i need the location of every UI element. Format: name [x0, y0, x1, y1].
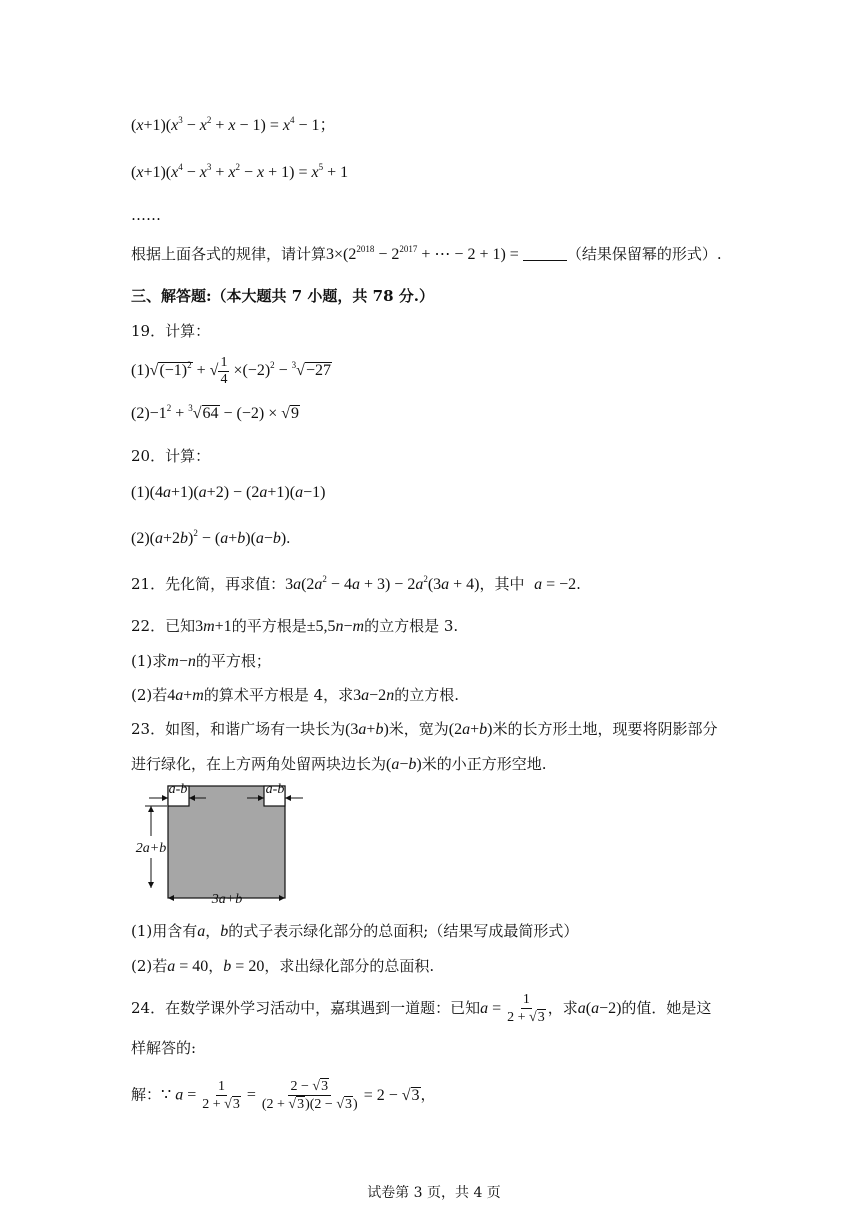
arrowhead [148, 806, 154, 812]
q19-part-1: $(1)√(-1)^2$ + √ $\frac{1}{4}$ $\times(-2)^2 - ^3√-27$ [131, 355, 331, 387]
arrowhead [148, 882, 154, 888]
q20-part-2: $(2)(a+2b)^2 - (a+b)(a-b)$. [131, 528, 291, 547]
fraction: $\frac{1}{2 + √3}$ [507, 992, 545, 1025]
q23-part-1: (1)用含有a，b的式子表示绿化部分的总面积;（结果写成最简形式） [131, 922, 579, 940]
side-label: 2a+b [135, 841, 167, 856]
ellipsis-text: …… [131, 206, 161, 224]
arrowhead [285, 795, 291, 801]
q24-text-2: 样解答的: [131, 1039, 197, 1057]
q24-text-1: 24．在数学课外学习活动中，嘉琪遇到一道题：已知a = $\frac{1}{2 + √3}$ ，求a(a−2)的值．她是这 [131, 992, 712, 1025]
pattern-question-prefix: 根据上面各式的规律，请计算 [131, 245, 327, 263]
q20-part-1: (1)(4a+1)(a+2) − (2a+1)(a−1) [131, 484, 326, 501]
section-heading: 三、解答题:（本大题共 7 小题，共 78 分.） [131, 287, 434, 305]
fraction: $\frac{1}{4}$ [220, 355, 228, 387]
fraction: $\frac{2 - √3}{(2 + √3)(2 - √3)}$ [261, 1079, 358, 1112]
identity-line-1: $(x+1)(x^3 - x^2 + x - 1) = x^4 - 1$； [131, 115, 336, 134]
q23-text-2: 进行绿化，在上方两角处留两块边长为(a−b)米的小正方形空地. [131, 755, 547, 773]
q22-part-1: (1)求m−n的平方根； [131, 652, 271, 670]
pattern-question-suffix: （结果保留幂的形式）. [566, 245, 722, 263]
land-diagram [131, 778, 311, 910]
q19-part-2: $(2)-1^2 + ^3√64 - (-2) \times √9$ [131, 403, 300, 422]
identity-line-2: $(x+1)(x^4 - x^3 + x^2 - x + 1) = x^5 + 1$ [131, 162, 349, 181]
page-footer: 试卷第 3 页，共 4 页 [367, 1185, 501, 1201]
q20-title: 20．计算： [131, 447, 211, 465]
top-label-right: a-b [265, 782, 285, 797]
q21-text: 21．先化简，再求值：$3a(2a^2 - 4a + 3) - 2a^2(3a + 4)$，其中 a = −2. [131, 574, 581, 593]
bottom-label: 3a+b [211, 892, 243, 907]
arrowhead [162, 795, 168, 801]
q23-text-1: 23．如图，和谐广场有一块长为(3a+b)米，宽为(2a+b)米的长方形土地，现要将阴影部分 [131, 720, 718, 738]
q23-part-2: (2)若a = 40，b = 20，求出绿化部分的总面积. [131, 957, 435, 975]
fraction: $\frac{1}{2 + √3}$ [202, 1078, 240, 1112]
top-label-left: a-b [168, 782, 188, 797]
outer-rect [168, 806, 285, 898]
q24-solution: 解：∵ a = $\frac{1}{2 + √3}$ = $\frac{2 - √3}{(2 + √3)(2 - √3)}$ = 2 − √3， [131, 1078, 436, 1112]
q22-part-2: (2)若4a+m的算术平方根是 4，求3a−2n的立方根. [131, 686, 459, 704]
q22-text: 22．已知3m+1的平方根是±5,5n−m的立方根是 3. [131, 617, 459, 635]
middle-strip [189, 786, 264, 806]
answer-blank [523, 246, 567, 261]
q19-title: 19．计算： [131, 322, 211, 340]
pattern-question: 根据上面各式的规律，请计算$3\times(2^{2018} - 2^{2017}$ + ⋯ − 2 + 1) = （结果保留幂的形式）. [131, 244, 722, 263]
